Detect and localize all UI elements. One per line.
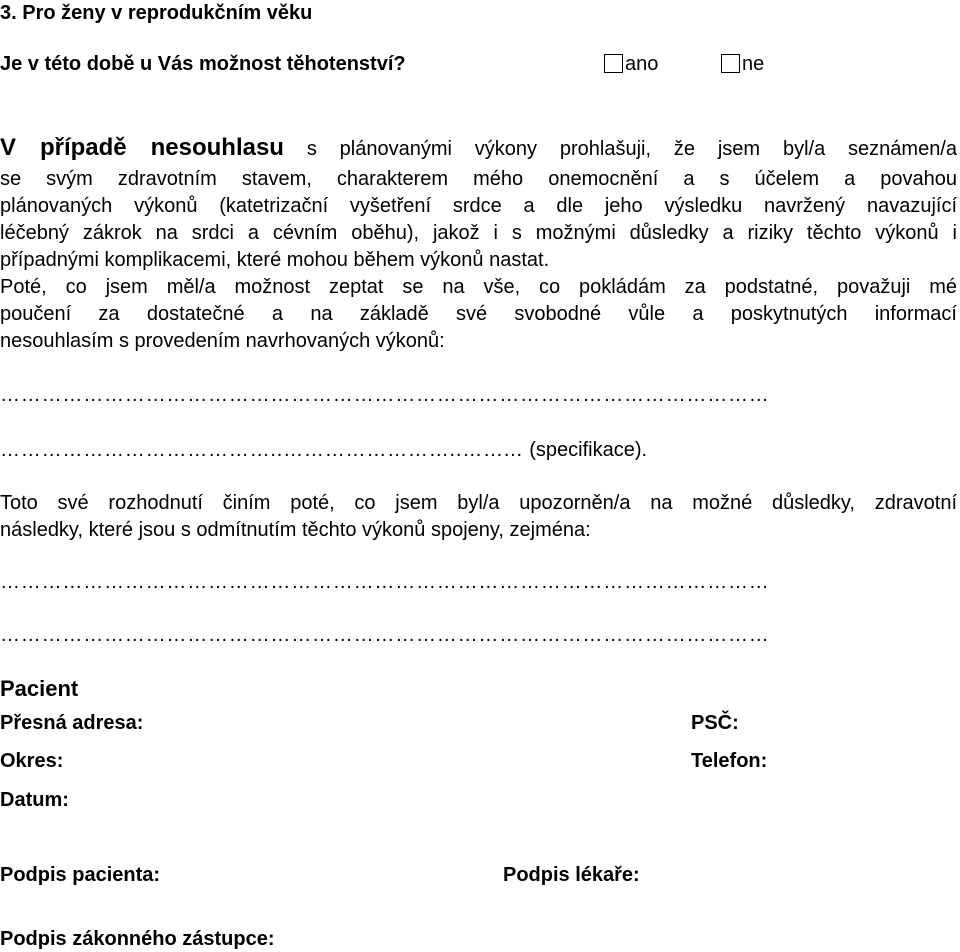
paragraph2-line2: poučení za dostatečné a na základě své svobodné vůle a poskytnutých informací <box>0 303 957 325</box>
paragraph3-line2: následky, které jsou s odmítnutím těchto výkonů spojeny, zejména: <box>0 519 591 541</box>
address-label: Přesná adresa: <box>0 712 144 734</box>
consequences-line-2[interactable]: ………………………………………………………………………………………………… <box>0 624 770 646</box>
paragraph1-line2: se svým zdravotním stavem, charakterem mého onemocnění a s účelem a povahou <box>0 168 957 190</box>
paragraph3-line1: Toto své rozhodnutí činím poté, co jsem byl/a upozorněn/a na možné důsledky, zdravotní <box>0 492 957 514</box>
psc-label: PSČ: <box>691 712 739 734</box>
paragraph1-line5: případnými komplikacemi, které mohou během výkonů nastat. <box>0 249 550 271</box>
yes-checkbox[interactable] <box>604 54 623 73</box>
specification-line-1[interactable]: ………………………………………………………………………………………………… <box>0 384 770 406</box>
patient-signature-label: Podpis pacienta: <box>0 864 161 886</box>
pregnancy-question: Je v této době u Vás možnost těhotenství? <box>0 53 406 75</box>
specification-suffix: (specifikace). <box>529 439 648 461</box>
patient-heading: Pacient <box>0 676 79 701</box>
specification-line-2[interactable] <box>0 440 647 460</box>
yes-label: ano <box>625 53 659 75</box>
no-label: ne <box>742 53 765 75</box>
consequences-line-1[interactable]: ………………………………………………………………………………………………… <box>0 571 770 593</box>
date-label: Datum: <box>0 789 69 811</box>
paragraph1-line4: léčebný zákrok na srdci a cévním oběhu), jakož i s možnými důsledky a riziky těchto výkonů i <box>0 222 957 244</box>
no-checkbox[interactable] <box>721 54 740 73</box>
phone-label: Telefon: <box>691 750 768 772</box>
district-label: Okres: <box>0 750 64 772</box>
section-heading: 3. Pro ženy v reprodukčním věku <box>0 2 313 24</box>
paragraph1-line3: plánovaných výkonů (katetrizační vyšetření srdce a dle jeho výsledku navržený navazující <box>0 195 957 217</box>
paragraph2-line1: Poté, co jsem měl/a možnost zeptat se na vše, co pokládám za podstatné, považuji mé <box>0 276 957 298</box>
paragraph1-line1-rest: s plánovanými výkony prohlašuji, že jsem byl/a seznámen/a <box>283 138 957 160</box>
representative-signature-label: Podpis zákonného zástupce: <box>0 928 275 950</box>
yes-option[interactable] <box>604 54 658 74</box>
paragraph2-line3: nesouhlasím s provedením navrhovaných výkonů: <box>0 330 445 352</box>
paragraph1-line1 <box>0 136 957 160</box>
nesouhlas-lead: V případě nesouhlasu <box>0 134 284 161</box>
no-option[interactable] <box>721 54 764 74</box>
doctor-signature-label: Podpis lékaře: <box>503 864 640 886</box>
specification-dots[interactable]: …………………………………..……………………..……... <box>0 439 530 461</box>
